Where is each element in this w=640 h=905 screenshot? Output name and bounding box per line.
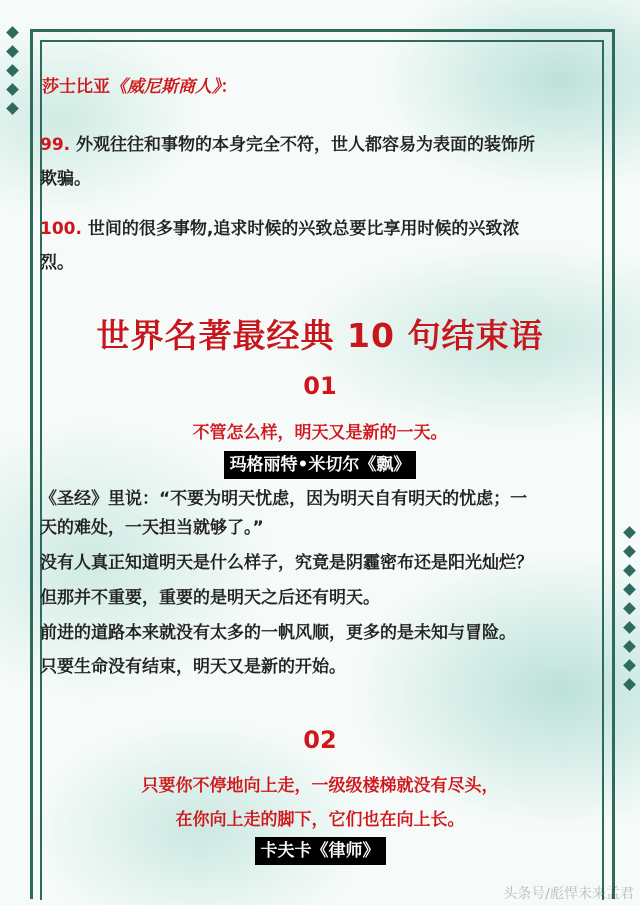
entry-01-source-wrap — [0, 451, 640, 479]
entry-02-source-wrap — [0, 837, 640, 865]
heading-book-title: 《威尼斯商人》 — [110, 77, 221, 97]
entry-02-quote-line1: 只要你不停地向上走，一级级楼梯就没有尽头， — [141, 776, 499, 796]
entry-02-quote-line2: 在你向上走的脚下，它们也在向上长。 — [175, 810, 465, 830]
quote-100 — [40, 216, 620, 242]
quote-99-number: 99. — [40, 135, 71, 155]
heading-colon: ： — [220, 77, 238, 97]
entry-01-body-line5: 前进的道路本来就没有太多的一帆风顺，更多的是未知与冒险。 — [40, 623, 516, 643]
quote-99-line1: 外观往往和事物的本身完全不符，世人都容易为表面的装饰所 — [76, 135, 536, 155]
entry-01-body-line6: 只要生命没有结束，明天又是新的开始。 — [40, 657, 346, 677]
entry-02-number: 02 — [303, 726, 337, 754]
quote-100-line1: 世间的很多事物,追求时候的兴致总要比享用时候的兴致浓 — [87, 219, 520, 239]
entry-01-quote: 不管怎么样，明天又是新的一天。 — [192, 423, 448, 443]
entry-02-source-tag: 卡夫卡《律师》 — [255, 837, 386, 865]
quote-99 — [40, 132, 620, 158]
entry-01-number: 01 — [303, 372, 337, 400]
main-title: 世界名著最经典 10 句结束语 — [96, 316, 544, 355]
entry-01-source-tag: 玛格丽特•米切尔《飘》 — [224, 451, 417, 479]
quote-100-number: 100. — [40, 219, 82, 239]
quote-99-cont: 欺骗。 — [40, 169, 91, 189]
watermark-text: 头条号/彪悍未来孟君 — [503, 886, 634, 902]
entry-01-body-line3: 没有人真正知道明天是什么样子，究竟是阴霾密布还是阳光灿烂？ — [40, 553, 533, 573]
entry-01-body-line1: 《圣经》里说：“不要为明天忧虑，因为明天自有明天的忧虑；一 — [40, 489, 528, 509]
entry-01-body-line2: 天的难处，一天担当就够了。” — [40, 518, 264, 538]
heading-author: 莎士比亚 — [42, 77, 110, 97]
quote-100-cont: 烈。 — [40, 253, 74, 273]
shakespeare-heading — [42, 74, 238, 100]
entry-01-body-line4: 但那并不重要，重要的是明天之后还有明天。 — [40, 588, 380, 608]
